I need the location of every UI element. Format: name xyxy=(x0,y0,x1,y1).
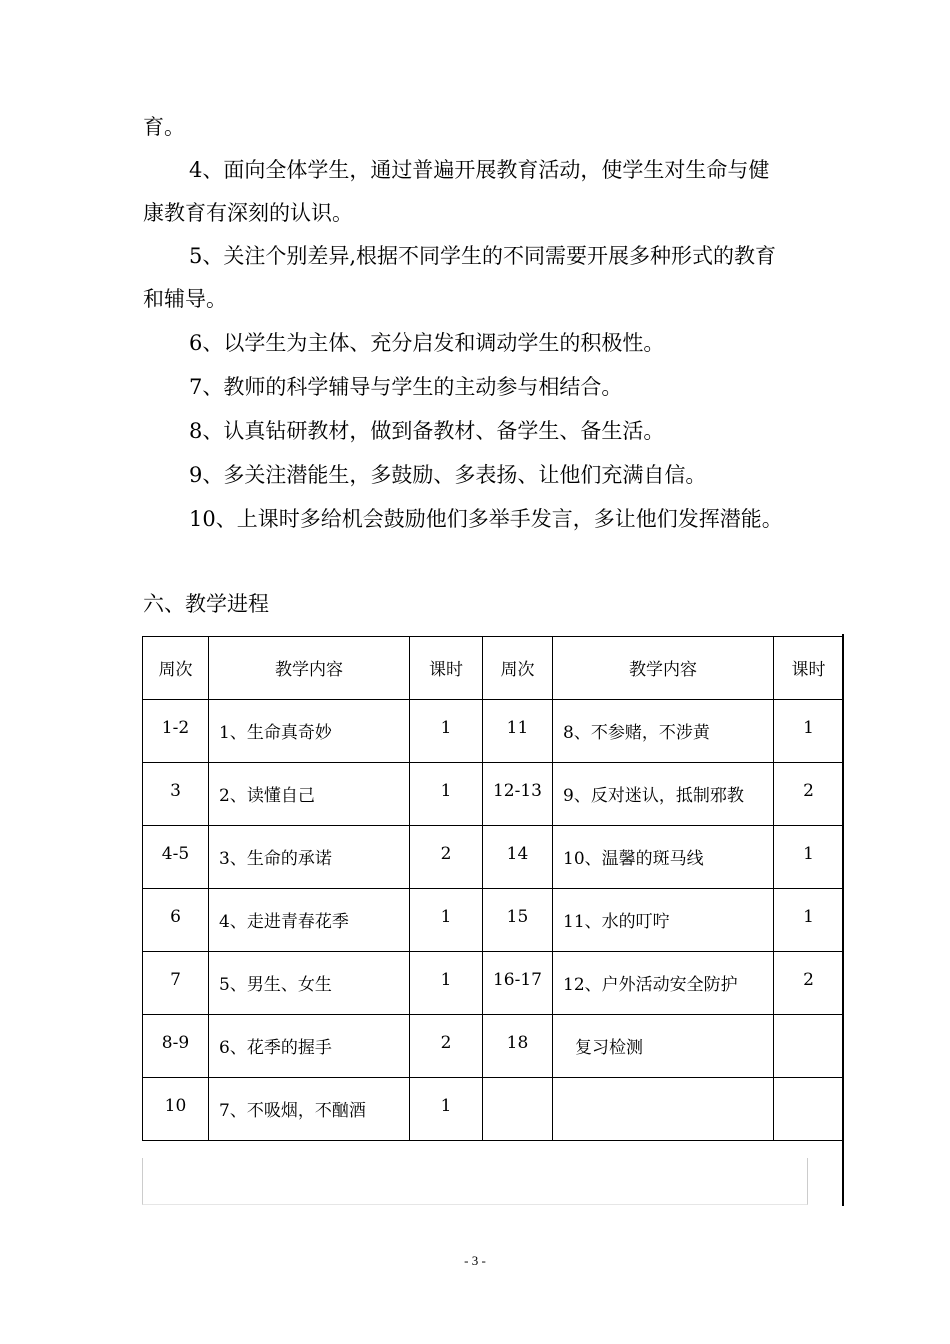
table-row xyxy=(143,700,844,763)
table-cell xyxy=(774,1015,844,1078)
paragraph: 育。 xyxy=(143,115,185,139)
table-cell: 9、反对迷认，抵制邪教 xyxy=(553,763,774,826)
table-row xyxy=(143,889,844,952)
table-row xyxy=(143,952,844,1015)
table-cell: 15 xyxy=(483,889,553,952)
table-row xyxy=(143,1015,844,1078)
table-cell: 3 xyxy=(143,763,209,826)
table-empty-row xyxy=(142,1158,808,1205)
table-cell: 4-5 xyxy=(143,826,209,889)
header-cell: 课时 xyxy=(410,637,483,700)
table-border xyxy=(842,634,844,1206)
table-cell: 11 xyxy=(483,700,553,763)
schedule-table xyxy=(142,636,844,1141)
table-cell: 11、水的叮咛 xyxy=(553,889,774,952)
table-cell: 1 xyxy=(774,889,844,952)
table-cell: 2 xyxy=(410,1015,483,1078)
paragraph: 10、上课时多给机会鼓励他们多举手发言，多让他们发挥潜能。 xyxy=(189,507,783,531)
table-cell: 12-13 xyxy=(483,763,553,826)
table-cell: 12、户外活动安全防护 xyxy=(553,952,774,1015)
table-cell: 18 xyxy=(483,1015,553,1078)
paragraph: 6、以学生为主体、充分启发和调动学生的积极性。 xyxy=(189,331,665,355)
table-cell: 2 xyxy=(774,763,844,826)
table-cell: 16-17 xyxy=(483,952,553,1015)
table-cell: 1 xyxy=(774,826,844,889)
header-cell: 课时 xyxy=(774,637,844,700)
table-cell: 4、走进青春花季 xyxy=(209,889,410,952)
table-cell xyxy=(774,1078,844,1141)
header-cell: 周次 xyxy=(483,637,553,700)
table-header-row xyxy=(143,637,844,700)
table-cell: 14 xyxy=(483,826,553,889)
table-cell: 2 xyxy=(410,826,483,889)
table-cell: 1 xyxy=(410,889,483,952)
table-row xyxy=(143,763,844,826)
table-cell: 1 xyxy=(410,1078,483,1141)
table-cell: 10、温馨的斑马线 xyxy=(553,826,774,889)
table-cell: 3、生命的承诺 xyxy=(209,826,410,889)
table-cell: 1 xyxy=(774,700,844,763)
table-cell: 1 xyxy=(410,952,483,1015)
table-cell: 6 xyxy=(143,889,209,952)
header-cell: 周次 xyxy=(143,637,209,700)
paragraph: 和辅导。 xyxy=(143,287,227,311)
paragraph: 9、多关注潜能生，多鼓励、多表扬、让他们充满自信。 xyxy=(189,463,707,487)
paragraph: 8、认真钻研教材，做到备教材、备学生、备生活。 xyxy=(189,419,665,443)
paragraph: 4、面向全体学生，通过普遍开展教育活动，使学生对生命与健 xyxy=(189,158,770,182)
table-cell: 10 xyxy=(143,1078,209,1141)
header-cell: 教学内容 xyxy=(553,637,774,700)
table-cell: 7 xyxy=(143,952,209,1015)
page-number: - 3 - xyxy=(464,1253,486,1268)
table-cell: 2、读懂自己 xyxy=(209,763,410,826)
table-cell: 复习检测 xyxy=(553,1015,774,1078)
table-cell: 8、不参赌，不涉黄 xyxy=(553,700,774,763)
header-cell: 教学内容 xyxy=(209,637,410,700)
paragraph: 康教育有深刻的认识。 xyxy=(143,201,353,225)
section-heading: 六、教学进程 xyxy=(143,592,269,616)
table-cell: 1 xyxy=(410,700,483,763)
table-cell: 1 xyxy=(410,763,483,826)
table-cell: 1、生命真奇妙 xyxy=(209,700,410,763)
table-cell: 8-9 xyxy=(143,1015,209,1078)
table-cell xyxy=(483,1078,553,1141)
table-cell xyxy=(553,1078,774,1141)
table-cell: 5、男生、女生 xyxy=(209,952,410,1015)
table-cell: 6、花季的握手 xyxy=(209,1015,410,1078)
table-row xyxy=(143,1078,844,1141)
table-cell: 7、不吸烟，不酗酒 xyxy=(209,1078,410,1141)
paragraph: 5、关注个别差异,根据不同学生的不同需要开展多种形式的教育 xyxy=(189,244,777,268)
table-cell: 1-2 xyxy=(143,700,209,763)
table-row xyxy=(143,826,844,889)
paragraph: 7、教师的科学辅导与学生的主动参与相结合。 xyxy=(189,375,623,399)
table-cell: 2 xyxy=(774,952,844,1015)
